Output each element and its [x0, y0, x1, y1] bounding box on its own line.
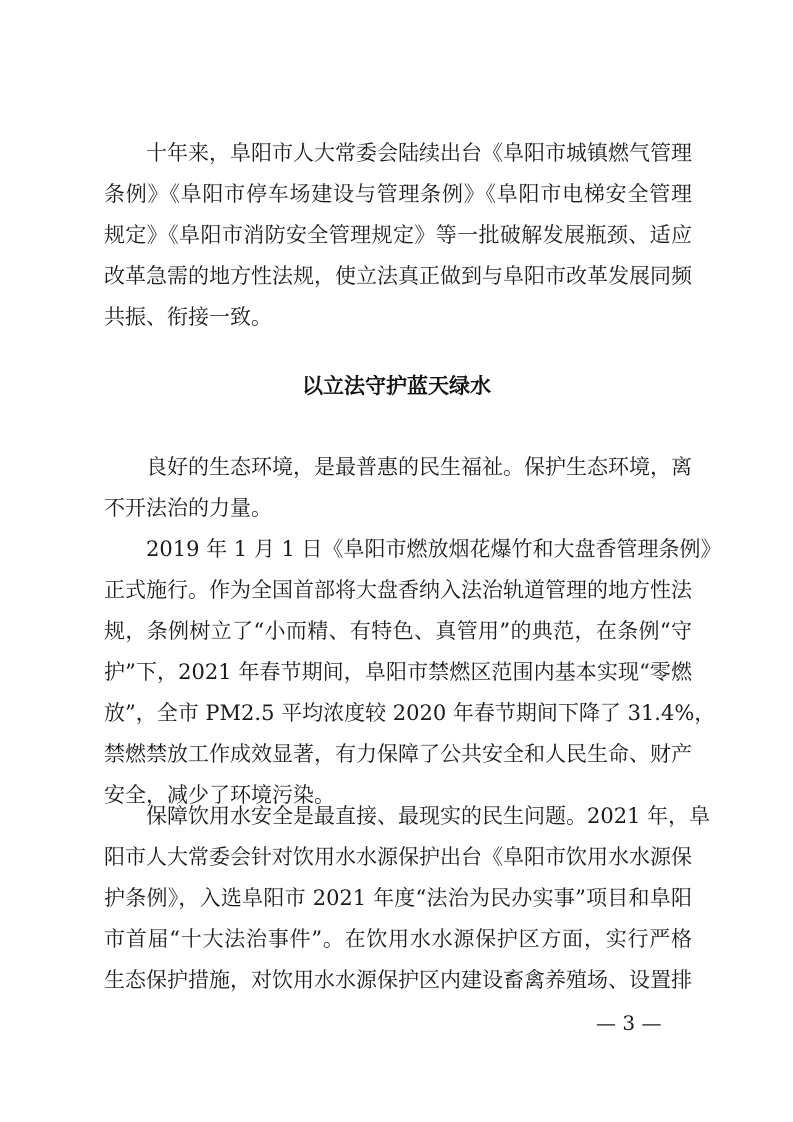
paragraph-line: 良好的生态环境，是最普惠的民生福祉。保护生态环境，离 — [146, 455, 692, 479]
page-number: — 3 — — [596, 1011, 662, 1035]
paragraph-line: 护”下，2021 年春节期间，阜阳市禁燃区范围内基本实现“零燃 — [104, 660, 692, 684]
paragraph-line: 规，条例树立了“小而精、有特色、真管用”的典范，在条例“守 — [104, 619, 692, 643]
paragraph-line: 2019 年 1 月 1 日《阜阳市燃放烟花爆竹和大盘香管理条例》 — [146, 537, 722, 561]
paragraph-line: 条例》《阜阳市停车场建设与管理条例》《阜阳市电梯安全管理 — [104, 182, 692, 206]
paragraph-ecology-intro — [104, 447, 692, 529]
paragraph-legislation-decade — [104, 133, 692, 338]
paragraph-line: 不开法治的力量。 — [104, 496, 272, 520]
paragraph-line: 正式施行。作为全国首部将大盘香纳入法治轨道管理的地方性法 — [104, 578, 692, 602]
section-heading: 以立法守护蓝天绿水 — [302, 374, 491, 398]
paragraph-drinking-water — [104, 796, 711, 1001]
paragraph-line: 保障饮用水安全是最直接、最现实的民生问题。2021 年，阜 — [146, 804, 711, 828]
paragraph-line: 改革急需的地方性法规，使立法真正做到与阜阳市改革发展同频 — [104, 264, 692, 288]
paragraph-line: 规定》《阜阳市消防安全管理规定》等一批破解发展瓶颈、适应 — [104, 223, 692, 247]
paragraph-line: 阳市人大常委会针对饮用水水源保护出台《阜阳市饮用水水源保 — [104, 845, 692, 869]
paragraph-line: 护条例》，入选阜阳市 2021 年度“法治为民办实事”项目和阜阳 — [104, 886, 692, 910]
paragraph-line: 放”，全市 PM2.5 平均浓度较 2020 年春节期间下降了 31.4%， — [104, 701, 716, 725]
paragraph-line: 禁燃禁放工作成效显著，有力保障了公共安全和人民生命、财产 — [104, 742, 692, 766]
paragraph-line: 市首届“十大法治事件”。在饮用水水源保护区方面，实行严格 — [104, 927, 692, 951]
paragraph-line: 生态保护措施，对饮用水水源保护区内建设畜禽养殖场、设置排 — [104, 968, 692, 992]
paragraph-line: 共振、衔接一致。 — [104, 305, 272, 329]
paragraph-line: 十年来，阜阳市人大常委会陆续出台《阜阳市城镇燃气管理 — [146, 141, 692, 165]
paragraph-line: 安全，减少了环境污染。 — [104, 783, 335, 807]
